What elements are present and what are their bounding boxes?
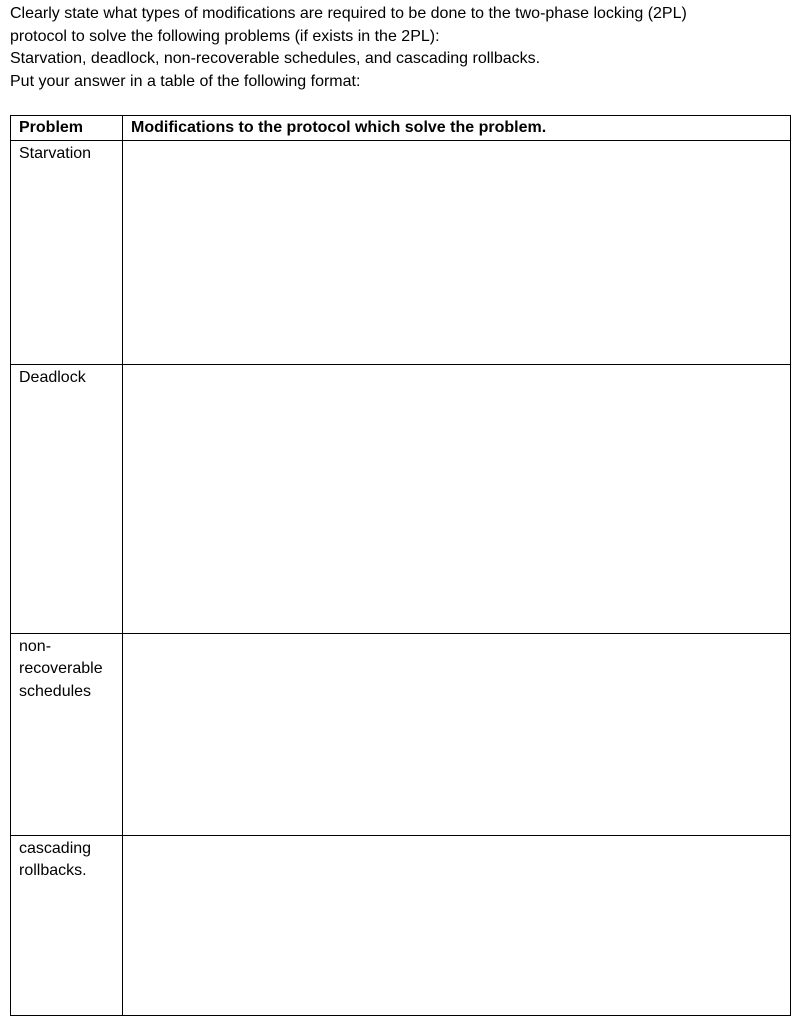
- problem-label: non-recoverable schedules: [19, 637, 103, 700]
- problem-label: cascading rollbacks.: [19, 839, 92, 879]
- modification-cell[interactable]: [123, 140, 791, 364]
- problem-cell: [11, 364, 123, 633]
- header-modifications: Modifications to the protocol which solve the problem.: [123, 116, 791, 141]
- problem-label: Deadlock: [19, 368, 86, 386]
- problem-cell: [11, 633, 123, 835]
- table-row: [11, 633, 791, 835]
- modification-cell[interactable]: [123, 633, 791, 835]
- table-row: [11, 140, 791, 364]
- answer-table: [10, 115, 791, 1016]
- table-row: [11, 835, 791, 1015]
- modification-cell[interactable]: [123, 364, 791, 633]
- header-problem: Problem: [11, 116, 123, 141]
- question-line: Clearly state what types of modifications are required to be done to the two-phase locking (2PL): [10, 5, 687, 22]
- modification-cell[interactable]: [123, 835, 791, 1015]
- problem-cell: [11, 835, 123, 1015]
- table-row: [11, 364, 791, 633]
- question-line: protocol to solve the following problems (if exists in the 2PL):: [10, 27, 440, 45]
- question-line: Put your answer in a table of the following format:: [10, 72, 361, 90]
- problem-cell: [11, 140, 123, 364]
- question-line: Starvation, deadlock, non-recoverable schedules, and cascading rollbacks.: [10, 50, 541, 67]
- problem-label: Starvation: [19, 144, 92, 162]
- question-text: [10, 3, 790, 93]
- table-header-row: [11, 116, 791, 141]
